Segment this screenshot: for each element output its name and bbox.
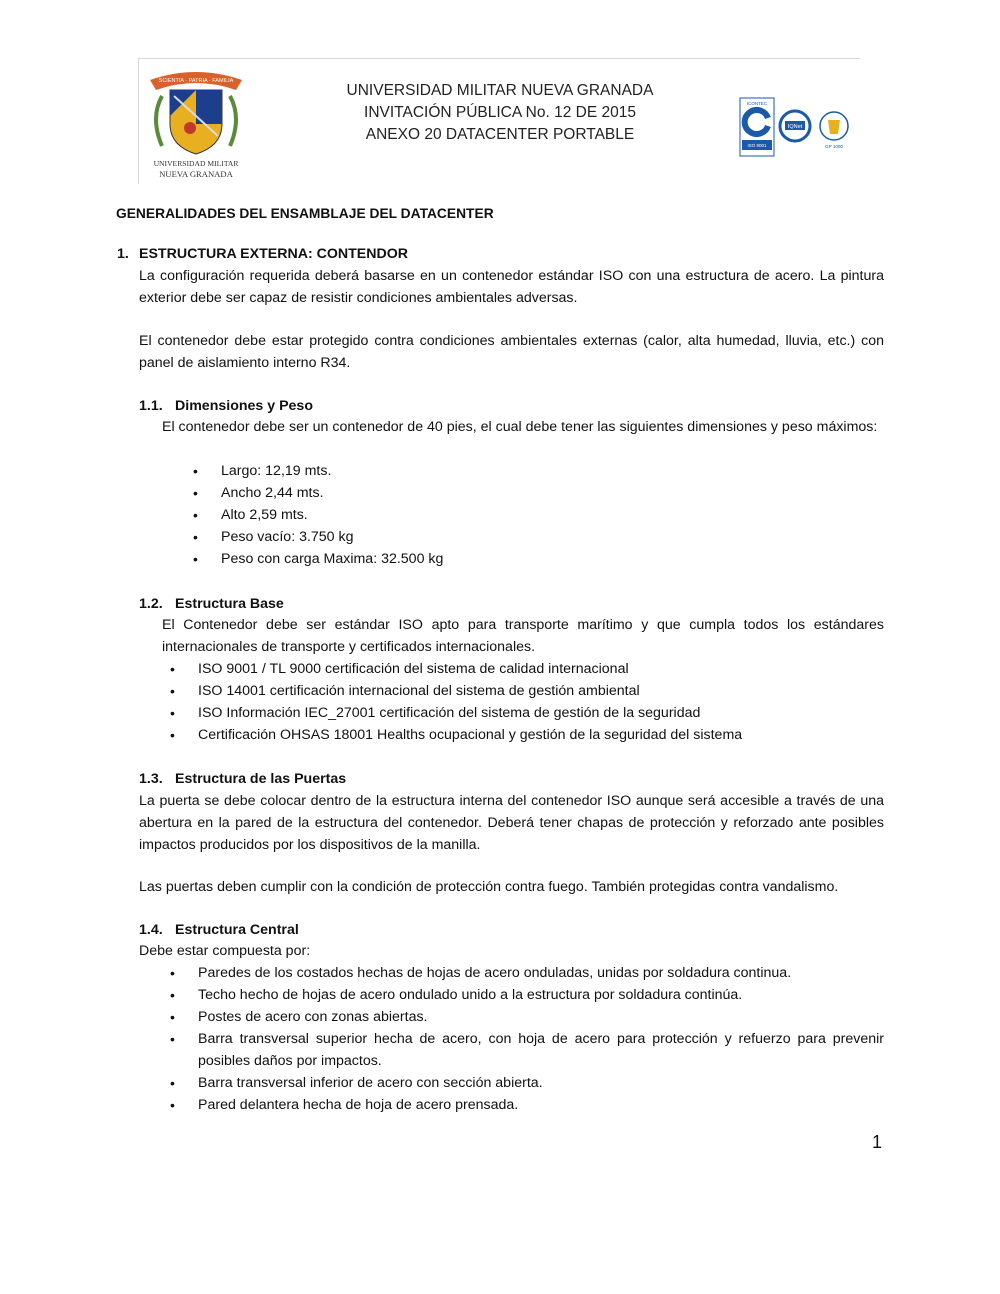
list-item: • Barra transversal superior hecha de acero, con hoja de acero para protección y refuerzo para prevenir posibles daños por impactos. xyxy=(170,1031,884,1069)
document-heading: GENERALIDADES DEL ENSAMBLAJE DEL DATACENTER xyxy=(116,206,494,221)
section-1-1-number: 1.1. xyxy=(139,398,163,414)
page-number: 1 xyxy=(872,1132,883,1152)
title-line-3: ANEXO 20 DATACENTER PORTABLE xyxy=(365,126,635,143)
standards-list xyxy=(170,658,884,746)
section-1-1-paragraph: El contenedor debe ser un contenedor de 40 pies, el cual debe tener las siguientes dimensiones y peso máximos: xyxy=(162,419,878,435)
svg-text:ISO 9001: ISO 9001 xyxy=(747,143,767,148)
certification-logos xyxy=(738,96,854,158)
iqnet-cert-logo xyxy=(780,111,810,141)
list-item: • Certificación OHSAS 18001 Healths ocupacional y gestión de la seguridad del sistema xyxy=(170,727,743,743)
header-rule-top xyxy=(138,58,860,59)
list-item: • ISO 14001 certificación internacional del sistema de gestión ambiental xyxy=(170,683,640,699)
list-item: • Techo hecho de hojas de acero ondulado unido a la estructura por soldadura continúa. xyxy=(170,987,743,1003)
list-item: • Postes de acero con zonas abiertas. xyxy=(170,1009,428,1025)
list-item: • ISO Información IEC_27001 certificación del sistema de gestión de la seguridad xyxy=(170,705,701,721)
section-1-paragraph-1: La configuración requerida deberá basarse en un contenedor estándar ISO con una estructura de acero. La pintura exterior debe ser capaz de resistir condiciones ambientales adversas. xyxy=(139,268,884,306)
section-1-3-number: 1.3. xyxy=(139,771,163,787)
section-1-4-title: Estructura Central xyxy=(175,922,299,938)
list-item: • Pared delantera hecha de hoja de acero prensada. xyxy=(170,1097,519,1113)
icontec-cert-logo xyxy=(740,98,774,156)
section-1-3-paragraph-1: La puerta se debe colocar dentro de la estructura interna del contenedor ISO aunque será accesible a través de una abertura en la pared de la estructura del contenedor. Deberá tener chapas de protección y reforzado ante posibles impactos producidos por los dispositivos de la manilla. xyxy=(139,793,884,853)
section-1-title: ESTRUCTURA EXTERNA: CONTENDOR xyxy=(139,246,409,262)
gp1000-cert-logo xyxy=(820,112,848,149)
section-1-3-title: Estructura de las Puertas xyxy=(175,771,347,787)
logo-caption-1: UNIVERSIDAD MILITAR xyxy=(153,159,239,168)
section-1-2-number: 1.2. xyxy=(139,596,163,612)
header-title xyxy=(300,80,700,146)
section-1-number: 1. xyxy=(117,246,129,262)
title-line-2: INVITACIÓN PÚBLICA No. 12 DE 2015 xyxy=(364,104,636,121)
list-item: • ISO 9001 / TL 9000 certificación del sistema de calidad internacional xyxy=(170,661,629,677)
section-1-paragraph-2: El contenedor debe estar protegido contra condiciones ambientales externas (calor, alta humedad, lluvia, etc.) con panel de aislamiento interno R34. xyxy=(139,333,884,371)
list-item: • Largo: 12,19 mts. xyxy=(193,463,332,479)
section-1-3-paragraph-2: Las puertas deben cumplir con la condición de protección contra fuego. También protegidas contra vandalismo. xyxy=(139,879,839,895)
section-1-4-paragraph: Debe estar compuesta por: xyxy=(139,943,311,959)
section-1-4-number: 1.4. xyxy=(139,922,163,938)
svg-text:ICONTEC: ICONTEC xyxy=(746,101,768,106)
list-item: • Alto 2,59 mts. xyxy=(193,507,308,523)
university-crest-logo xyxy=(144,62,248,184)
section-1-1-title: Dimensiones y Peso xyxy=(175,398,313,414)
svg-text:IQNet: IQNet xyxy=(787,124,803,130)
list-item: • Barra transversal inferior de acero con sección abierta. xyxy=(170,1075,543,1091)
list-item: • Peso con carga Maxima: 32.500 kg xyxy=(193,551,444,567)
section-1-2-title: Estructura Base xyxy=(175,596,284,612)
logo-caption-2: NUEVA GRANADA xyxy=(159,169,233,179)
list-item: • Ancho 2,44 mts. xyxy=(193,485,324,501)
list-item: • Paredes de los costados hechas de hojas de acero onduladas, unidas por soldadura continua. xyxy=(170,965,792,981)
title-line-1: UNIVERSIDAD MILITAR NUEVA GRANADA xyxy=(346,82,654,99)
central-structure-list xyxy=(170,962,884,1116)
header-rule-left xyxy=(138,58,139,184)
svg-text:GP 1000: GP 1000 xyxy=(825,144,843,149)
section-1-2-paragraph: El Contenedor debe ser estándar ISO apto para transporte marítimo y que cumpla todos los estándares internacionales de transporte y certificados internacionales. xyxy=(162,617,884,655)
logo-motto: SCIENTIA · PATRIA · FAMILIA xyxy=(158,78,234,84)
dimensions-list xyxy=(193,460,821,570)
list-item: • Peso vacío: 3.750 kg xyxy=(193,529,354,545)
